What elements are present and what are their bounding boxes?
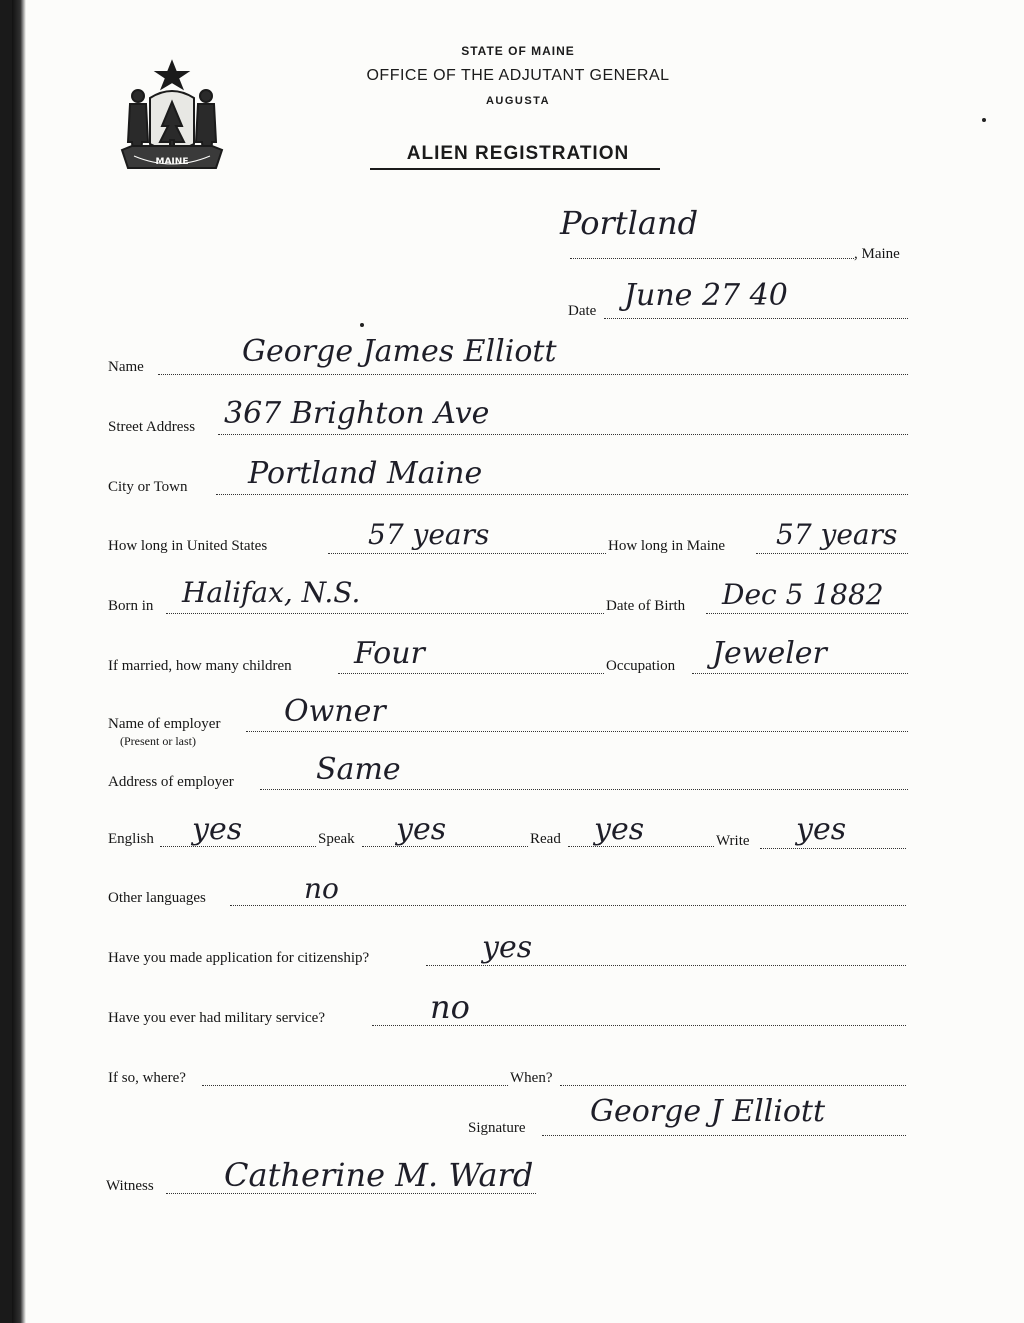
us-years-value: 57 years	[368, 518, 490, 551]
city-heading: AUGUSTA	[485, 95, 551, 107]
read-label: Read	[530, 831, 561, 847]
place-value: Portland	[560, 204, 699, 242]
employer-address-value: Same	[316, 752, 401, 787]
dob-label: Date of Birth	[606, 598, 686, 614]
when-label: When?	[510, 1070, 553, 1086]
military-value: no	[430, 988, 470, 1026]
write-label: Write	[716, 833, 750, 849]
city-value: Portland Maine	[248, 456, 483, 491]
children-line	[338, 673, 604, 674]
read-value: yes	[594, 812, 645, 847]
employer-sublabel: (Present or last)	[120, 734, 196, 748]
street-label: Street Address	[108, 419, 196, 435]
speak-label: Speak	[318, 831, 355, 847]
born-in-value: Halifax, N.S.	[182, 576, 361, 609]
form-title: ALIEN REGISTRATION	[406, 143, 630, 164]
born-in-line	[166, 613, 604, 614]
english-label: English	[108, 831, 154, 847]
name-line	[158, 374, 908, 375]
military-label: Have you ever had military service?	[108, 1010, 325, 1026]
dob-value: Dec 5 1882	[722, 578, 884, 611]
employer-address-line	[260, 789, 908, 790]
signature-value: George J Elliott	[590, 1094, 826, 1129]
occupation-value: Jeweler	[712, 636, 827, 671]
children-label: If married, how many children	[108, 658, 292, 674]
witness-label: Witness	[106, 1178, 154, 1194]
citizenship-label: Have you made application for citizenship?	[108, 950, 370, 966]
english-value: yes	[192, 812, 243, 847]
witness-value: Catherine M. Ward	[224, 1156, 534, 1194]
us-years-line	[328, 553, 606, 554]
registration-form	[12, 0, 1024, 1323]
signature-line	[542, 1135, 906, 1136]
maine-years-value: 57 years	[776, 518, 898, 551]
city-line	[216, 494, 908, 495]
place-suffix: , Maine	[854, 246, 900, 262]
street-line	[218, 434, 908, 435]
other-languages-line	[230, 905, 906, 906]
street-value: 367 Brighton Ave	[224, 396, 490, 431]
dob-line	[706, 613, 908, 614]
born-in-label: Born in	[108, 598, 154, 614]
name-value: George James Elliott	[242, 334, 557, 369]
employer-label: Name of employer	[108, 716, 221, 732]
date-value: June 27 40	[624, 278, 788, 313]
name-label: Name	[108, 359, 144, 375]
where-line	[202, 1085, 508, 1086]
employer-address-label: Address of employer	[108, 774, 234, 790]
children-value: Four	[354, 636, 425, 671]
maine-years-line	[756, 553, 908, 554]
state-heading: STATE OF MAINE	[461, 44, 575, 58]
office-heading: OFFICE OF THE ADJUTANT GENERAL	[366, 67, 670, 84]
occupation-line	[692, 673, 908, 674]
speak-value: yes	[396, 812, 447, 847]
other-languages-value: no	[304, 872, 339, 905]
scan-speck	[982, 118, 986, 122]
us-years-label: How long in United States	[108, 538, 268, 554]
date-line	[604, 318, 908, 319]
citizenship-line	[426, 965, 906, 966]
citizenship-value: yes	[482, 930, 533, 965]
place-line	[570, 258, 854, 259]
city-label: City or Town	[108, 479, 188, 495]
ink-dot	[360, 323, 364, 327]
date-label: Date	[568, 303, 597, 319]
when-line	[560, 1085, 906, 1086]
title-underline	[370, 168, 660, 170]
maine-years-label: How long in Maine	[608, 538, 726, 554]
scan-edge	[12, 0, 26, 1323]
employer-line	[246, 731, 908, 732]
signature-label: Signature	[468, 1120, 526, 1136]
write-line	[760, 848, 906, 849]
employer-value: Owner	[284, 694, 386, 729]
other-languages-label: Other languages	[108, 890, 206, 906]
where-label: If so, where?	[108, 1070, 186, 1086]
occupation-label: Occupation	[606, 658, 676, 674]
write-value: yes	[796, 812, 847, 847]
seal-lettering: MAINE	[155, 157, 189, 167]
